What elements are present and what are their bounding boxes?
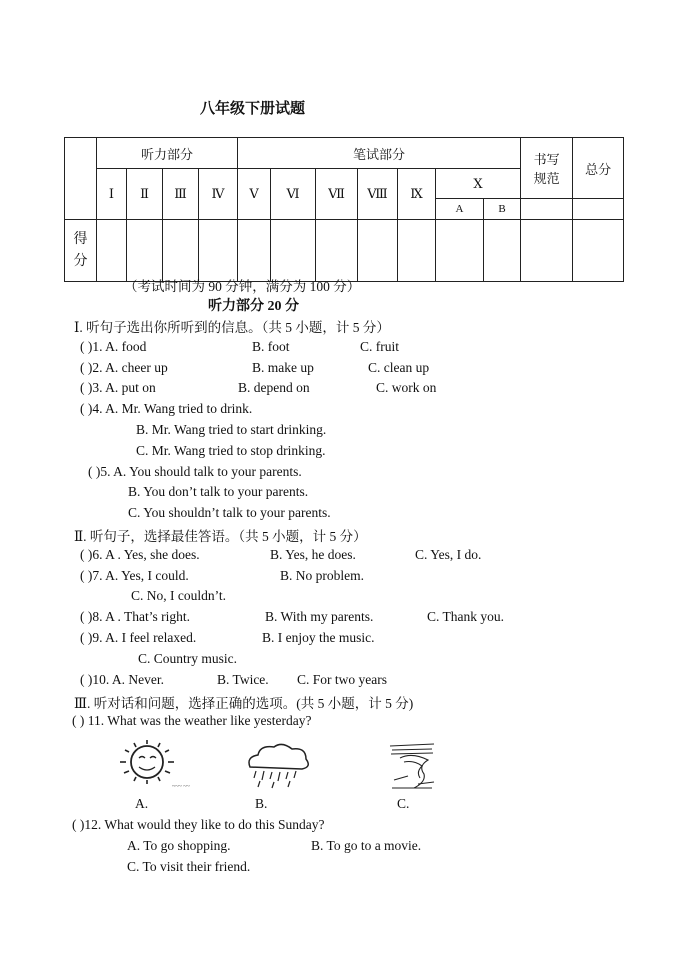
q11-label-b: B. <box>255 796 268 811</box>
writing-header: 笔试部分 <box>238 138 521 169</box>
q6-option-c: C. Yes, I do. <box>415 547 482 562</box>
total-sub <box>573 199 624 220</box>
exam-info: （考试时间为 90 分钟，满分为 100 分） <box>124 279 361 294</box>
q11-label-c: C. <box>397 796 410 811</box>
col-sub-a: A <box>436 199 484 220</box>
section-title: 听力部分 20 分 <box>208 299 299 314</box>
score-cell[interactable] <box>316 220 358 282</box>
handwriting-header: 书写 规范 <box>521 138 573 199</box>
col-numeral: Ⅰ <box>97 169 127 220</box>
svg-text:~~~ ~~: ~~~ ~~ <box>172 784 190 790</box>
q4-option-c: C. Mr. Wang tried to stop drinking. <box>136 443 326 458</box>
q5-option-a: ( )5. A. You should talk to your parents. <box>88 464 302 479</box>
col-numeral: Ⅴ <box>238 169 271 220</box>
col-numeral: Ⅵ <box>271 169 316 220</box>
q5-option-b: B. You don’t talk to your parents. <box>128 484 309 499</box>
q11-question: ( ) 11. What was the weather like yesterday? <box>72 713 312 728</box>
score-cell[interactable] <box>97 220 127 282</box>
q8-option-c: C. Thank you. <box>427 609 504 624</box>
score-cell[interactable] <box>271 220 316 282</box>
part2-heading: Ⅱ. 听句子，选择最佳答语。（共 5 小题，计 5 分） <box>74 529 367 544</box>
q7-option-c: C. No, I couldn’t. <box>131 588 226 603</box>
score-cell[interactable] <box>163 220 199 282</box>
rain-cloud-icon <box>244 743 312 791</box>
score-cell[interactable] <box>358 220 398 282</box>
page-title: 八年级下册试题 <box>200 101 306 117</box>
score-cell[interactable] <box>199 220 238 282</box>
q1-option-a: ( )1. A. food <box>80 339 147 354</box>
col-numeral: Ⅶ <box>316 169 358 220</box>
q4-option-a: ( )4. A. Mr. Wang tried to drink. <box>80 401 253 416</box>
q2-option-b: B. make up <box>252 360 314 375</box>
col-numeral: Ⅱ <box>127 169 163 220</box>
listening-header: 听力部分 <box>97 138 238 169</box>
col-numeral: Ⅹ <box>436 169 521 199</box>
q1-option-b: B. foot <box>252 339 290 354</box>
part3-heading: Ⅲ. 听对话和问题，选择正确的选项。(共 5 小题，计 5 分) <box>74 696 414 711</box>
part1-heading: Ⅰ. 听句子选出你所听到的信息。（共 5 小题，计 5 分） <box>74 320 390 335</box>
q3-option-c: C. work on <box>376 380 437 395</box>
score-table <box>64 137 624 282</box>
q9-option-b: B. I enjoy the music. <box>262 630 375 645</box>
score-cell[interactable] <box>573 220 624 282</box>
q2-option-a: ( )2. A. cheer up <box>80 360 168 375</box>
q8-option-a: ( )8. A . That’s right. <box>80 609 190 624</box>
q2-option-c: C. clean up <box>368 360 430 375</box>
score-cell[interactable] <box>238 220 271 282</box>
q7-option-a: ( )7. A. Yes, I could. <box>80 568 189 583</box>
score-cell[interactable] <box>521 220 573 282</box>
q4-option-b: B. Mr. Wang tried to start drinking. <box>136 422 327 437</box>
score-cell[interactable] <box>436 220 484 282</box>
q9-option-a: ( )9. A. I feel relaxed. <box>80 630 197 645</box>
q12-option-a: A. To go shopping. <box>127 838 231 853</box>
q10-option-b: B. Twice. <box>217 672 269 687</box>
col-numeral: Ⅸ <box>398 169 436 220</box>
q6-option-a: ( )6. A . Yes, she does. <box>80 547 200 562</box>
table-corner-cell <box>65 138 97 220</box>
col-numeral: Ⅷ <box>358 169 398 220</box>
q12-question: ( )12. What would they like to do this Sunday? <box>72 817 325 832</box>
col-numeral: Ⅳ <box>199 169 238 220</box>
q9-option-c: C. Country music. <box>138 651 238 666</box>
col-sub-b: B <box>484 199 521 220</box>
q1-option-c: C. fruit <box>360 339 399 354</box>
total-header: 总分 <box>573 138 624 199</box>
q10-option-c: C. For two years <box>297 672 387 687</box>
score-row-label: 得 分 <box>65 220 97 282</box>
sun-icon <box>102 738 198 792</box>
score-cell[interactable] <box>398 220 436 282</box>
q6-option-b: B. Yes, he does. <box>270 547 356 562</box>
score-cell[interactable] <box>484 220 521 282</box>
windy-storm-icon <box>388 740 438 792</box>
handwriting-sub <box>521 199 573 220</box>
q12-option-c: C. To visit their friend. <box>127 859 251 874</box>
col-numeral: Ⅲ <box>163 169 199 220</box>
q5-option-c: C. You shouldn’t talk to your parents. <box>128 505 331 520</box>
q10-option-a: ( )10. A. Never. <box>80 672 164 687</box>
score-cell[interactable] <box>127 220 163 282</box>
q3-option-a: ( )3. A. put on <box>80 380 156 395</box>
q7-option-b: B. No problem. <box>280 568 364 583</box>
q12-option-b: B. To go to a movie. <box>311 838 422 853</box>
q8-option-b: B. With my parents. <box>265 609 374 624</box>
q11-label-a: A. <box>135 796 149 811</box>
q3-option-b: B. depend on <box>238 380 310 395</box>
